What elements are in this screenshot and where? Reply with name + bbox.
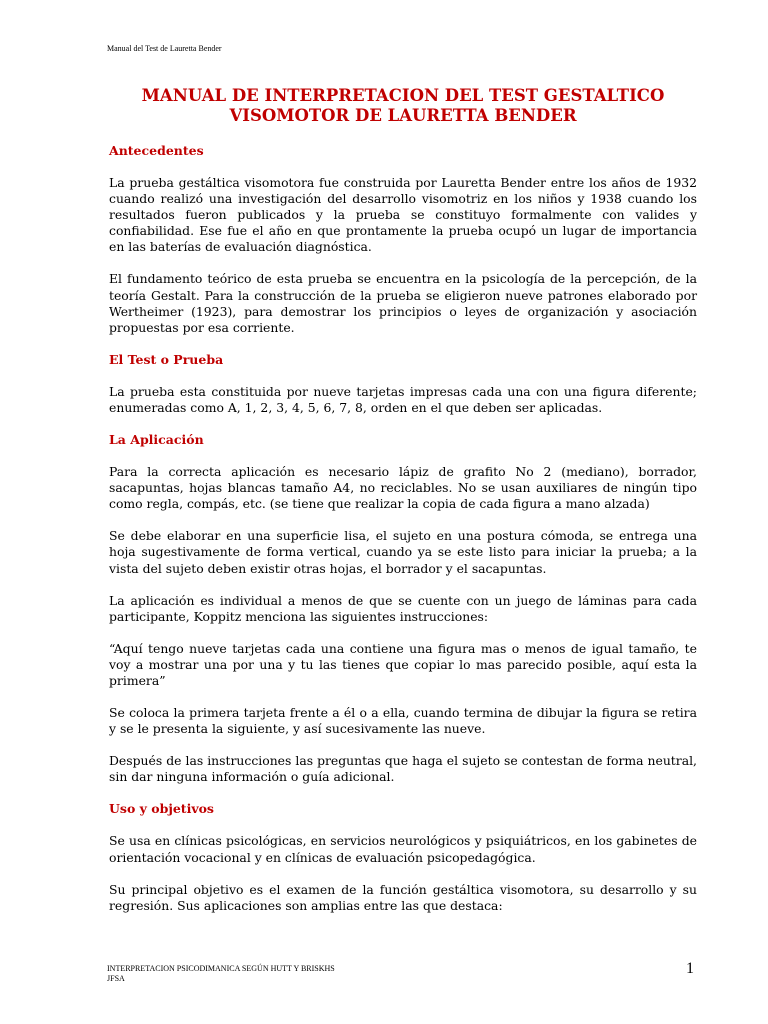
paragraph-aplicacion-2: Se debe elaborar en una superficie lisa, el sujeto en una postura cómoda, se entrega una hoja sugestivamente de forma vertical, cuando ya se este listo para iniciar la prueba; a la vista del sujeto deben existir otras hojas, el borrador y el sacapuntas. (109, 528, 697, 576)
paragraph-aplicacion-1: Para la correcta aplicación es necesario lápiz de grafito No 2 (mediano), borrador, sacapuntas, hojas blancas tamaño A4, no reciclables. No se usan auxiliares de ningún tipo como regla, compás, etc. (se tiene que realizar la copia de cada figura a mano alzada) (109, 464, 697, 512)
paragraph-test-1: La prueba esta constituida por nueve tarjetas impresas cada una con una figura diferente; enumeradas como A, 1, 2, 3, 4, 5, 6, 7, 8, orden en el que deben ser aplicadas. (109, 383, 697, 415)
document-title-line-1: MANUAL DE INTERPRETACION DEL TEST GESTALTICO (141, 86, 665, 105)
paragraph-aplicacion-5: Se coloca la primera tarjeta frente a él o a ella, cuando termina de dibujar la figura se retira y se le presenta la siguiente, y así sucesivamente las nueve. (109, 705, 697, 737)
paragraph-aplicacion-quote: “Aquí tengo nueve tarjetas cada una contiene una figura mas o menos de igual tamaño, te voy a mostrar una por una y tu las tienes que copiar lo mas parecido posible, aquí esta la primera” (109, 640, 697, 688)
section-heading-uso: Uso y objetivos (109, 801, 214, 817)
document-title (109, 86, 697, 126)
section-heading-antecedentes: Antecedentes (109, 143, 204, 158)
paragraph-uso-1: Se usa en clínicas psicológicas, en servicios neurológicos y psiquiátricos, en los gabinetes de orientación vocacional y en clínicas de evaluación psicopedagógica. (109, 833, 697, 865)
paragraph-antecedentes-2: El fundamento teórico de esta prueba se encuentra en la psicología de la percepción, de la teoría Gestalt. Para la construcción de la prueba se eligieron nueve patrones elaborado por Wertheimer (1923), para demostrar los principios o leyes de organización y asociación propuestas por esa corriente. (109, 271, 697, 335)
page-footer (107, 964, 335, 984)
footer-line-2: JFSA (107, 974, 125, 983)
page-number: 1 (686, 960, 694, 977)
paragraph-uso-2: Su principal objetivo es el examen de la función gestáltica visomotora, su desarrollo y su regresión. Sus aplicaciones son amplias entre las que destaca: (109, 881, 697, 913)
footer-line-1: INTERPRETACION PSICODIMANICA SEGÚN HUTT Y BRISKHS (107, 964, 335, 973)
paragraph-antecedentes-1: La prueba gestáltica visomotora fue construida por Lauretta Bender entre los años de 1932 cuando realizó una investigación del desarrollo visomotriz en los niños y 1938 cuando los resultados fueron publicados y la prueba se constituyo formalmente con valides y confiabilidad. Ese fue el año en que prontamente la prueba ocupó un lugar de importancia en las baterías de evaluación diagnóstica. (109, 175, 697, 255)
paragraph-aplicacion-3: La aplicación es individual a menos de que se cuente con un juego de láminas para cada participante, Koppitz menciona las siguientes instrucciones: (109, 592, 697, 624)
document-body (109, 86, 697, 930)
document-title-line-2: VISOMOTOR DE LAURETTA BENDER (229, 106, 577, 125)
paragraph-aplicacion-6: Después de las instrucciones las preguntas que haga el sujeto se contestan de forma neutral, sin dar ninguna información o guía adicional. (109, 753, 697, 785)
running-header: Manual del Test de Lauretta Bender (107, 44, 222, 53)
section-heading-aplicacion: La Aplicación (109, 432, 204, 448)
section-heading-test: El Test o Prueba (109, 351, 224, 367)
